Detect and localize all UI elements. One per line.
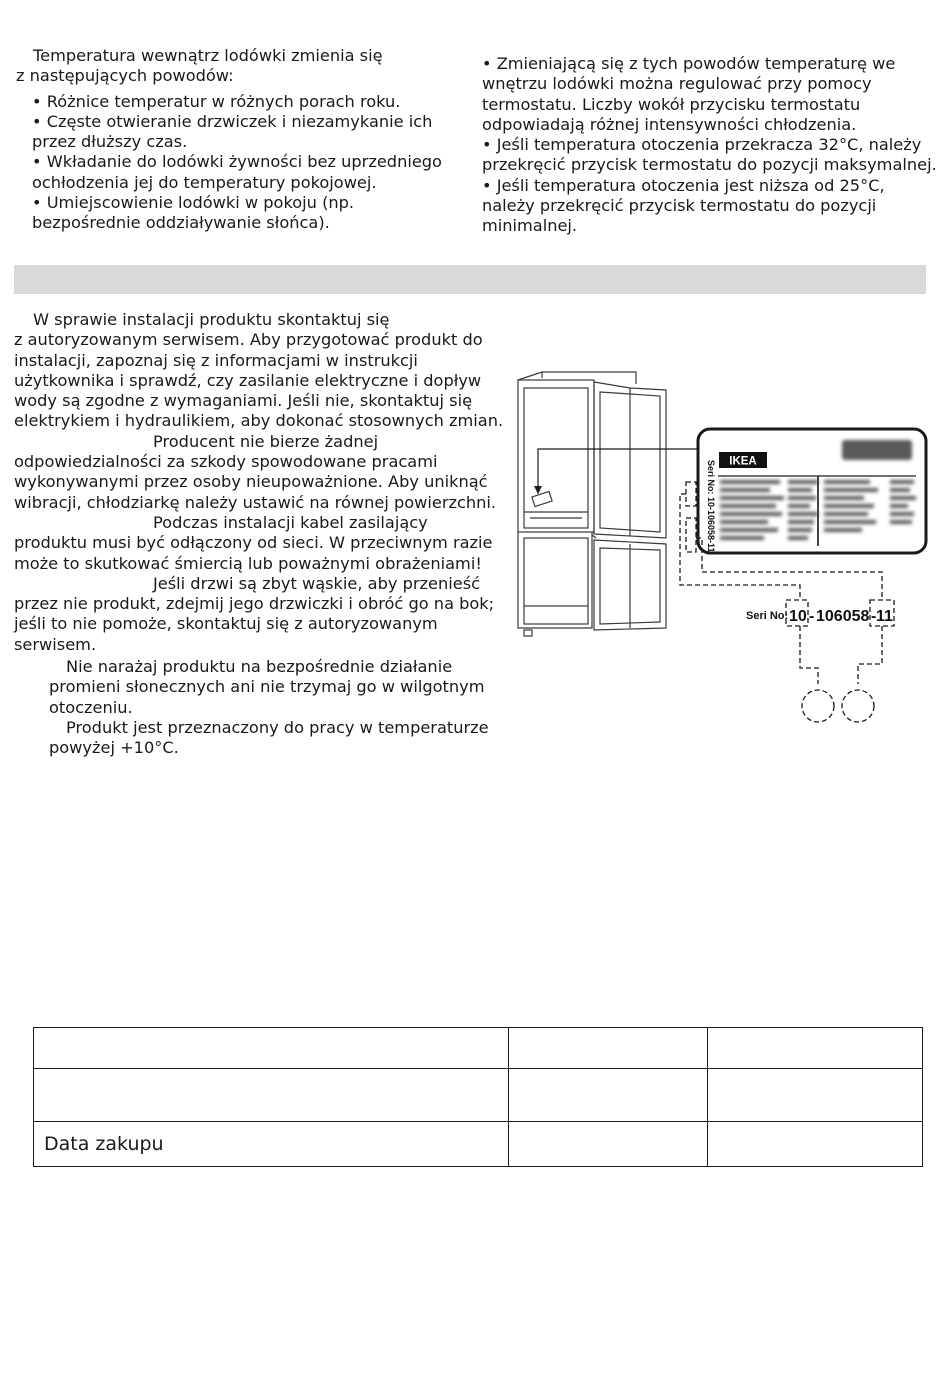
table-cell <box>708 1069 923 1122</box>
paragraph-line: wykonywanymi przez osoby nieupoważnione. Aby uniknąć <box>14 472 488 492</box>
paragraph-line: może to skutkować śmiercią lub poważnymi obrażeniami! <box>14 553 482 573</box>
thermostat-guidance-section <box>482 54 937 237</box>
paragraph-line: wnętrzu lodówki można regulować przy pomocy <box>482 74 872 94</box>
paragraph-line: odpowiadają różnej intensywności chłodzenia. <box>482 114 857 134</box>
svg-text:-: - <box>871 608 877 625</box>
paragraph-line: serwisem. <box>14 634 97 654</box>
list-item: • Wkładanie do lodówki żywności bez uprzedniego <box>32 152 442 172</box>
note-line: powyżej +10°C. <box>49 738 179 758</box>
paragraph-line: odpowiedzialności za szkody spowodowane pracami <box>14 452 438 472</box>
serial-part: 10 <box>789 608 807 625</box>
note-line: promieni słonecznych ani nie trzymaj go w wilgotnym <box>49 677 485 697</box>
paragraph-line: W sprawie instalacji produktu skontaktuj się <box>33 310 390 329</box>
table-cell <box>34 1028 509 1069</box>
paragraph-line: wody są zgodne z wymaganiami. Jeśli nie, skontaktuj się <box>14 391 473 411</box>
note-line: Produkt jest przeznaczony do pracy w temperaturze <box>66 717 489 737</box>
fridge-diagram <box>512 368 932 733</box>
rating-plate-figure <box>512 368 932 733</box>
paragraph-line: z autoryzowanym serwisem. Aby przygotować produkt do <box>14 330 483 350</box>
intro-line: z następujących powodów: <box>16 66 234 86</box>
list-item-continuation: ochłodzenia jej do temperatury pokojowej. <box>32 172 377 192</box>
paragraph-line: • Jeśli temperatura otoczenia jest niższa od 25°C, <box>482 175 885 195</box>
table-cell <box>509 1028 708 1069</box>
intro-line: Temperatura wewnątrz lodówki zmienia się <box>33 46 383 65</box>
paragraph-line: Podczas instalacji kabel zasilający <box>153 512 428 532</box>
paragraph-line: jeśli to nie pomoże, skontaktuj się z autoryzowanym <box>14 614 438 634</box>
purchase-date-label: Data zakupu <box>34 1122 509 1167</box>
installation-section <box>14 310 503 759</box>
table-row <box>34 1069 923 1122</box>
serial-label: Seri No: <box>746 610 789 622</box>
serial-number <box>746 608 893 625</box>
paragraph-line: • Zmieniającą się z tych powodów temperaturę we <box>482 54 896 73</box>
vertical-serial-number: Seri No: 10-106058-11 <box>706 460 716 553</box>
svg-text:IKEA: IKEA <box>729 455 757 468</box>
paragraph-line: Jeśli drzwi są zbyt wąskie, aby przenieść <box>153 573 481 593</box>
temperature-causes-section <box>16 46 442 234</box>
table-cell <box>509 1069 708 1122</box>
list-item: • Częste otwieranie drzwiczek i niezamykanie ich <box>32 111 433 131</box>
paragraph-line: przez nie produkt, zdejmij jego drzwiczki i obróć go na bok; <box>14 594 495 614</box>
paragraph-line: przekręcić przycisk termostatu do pozycji maksymalnej. <box>482 155 937 175</box>
table-cell <box>708 1122 923 1167</box>
list-item: • Różnice temperatur w różnych porach roku. <box>32 91 401 111</box>
table-cell <box>708 1028 923 1069</box>
list-item-continuation: przez dłuższy czas. <box>32 132 188 152</box>
fridge-illustration <box>518 372 666 636</box>
table-row <box>34 1122 923 1167</box>
paragraph-line: należy przekręcić przycisk termostatu do pozycji <box>482 196 877 216</box>
paragraph-line: elektrykiem i hydraulikiem, aby dokonać stosownych zmian. <box>14 411 504 431</box>
list-item: • Umiejscowienie lodówki w pokoju (np. <box>32 193 355 213</box>
serial-part: 11 <box>876 608 893 625</box>
table-cell <box>509 1122 708 1167</box>
note-line: Nie narażaj produktu na bezpośrednie działanie <box>66 657 453 677</box>
paragraph-line: instalacji, zapoznaj się z informacjami w instrukcji <box>14 350 418 370</box>
paragraph-line: • Jeśli temperatura otoczenia przekracza 32°C, należy <box>482 135 922 155</box>
causes-list <box>16 92 442 234</box>
svg-text:-: - <box>809 608 815 625</box>
paragraph-line: wibracji, chłodziarkę należy ustawić na równej powierzchni. <box>14 492 497 512</box>
note-line: otoczeniu. <box>49 697 133 717</box>
paragraph-line: minimalnej. <box>482 216 578 236</box>
section-heading-band <box>14 265 926 294</box>
ikea-logo <box>719 452 767 468</box>
paragraph-line: produktu musi być odłączony od sieci. W przeciwnym razie <box>14 533 493 553</box>
table-row <box>34 1028 923 1069</box>
purchase-info-table <box>33 1027 923 1167</box>
paragraph-line: termostatu. Liczby wokół przycisku termostatu <box>482 94 861 114</box>
installation-notes <box>14 657 503 758</box>
table-cell <box>34 1069 509 1122</box>
paragraph-line: Producent nie bierze żadnej <box>153 431 379 451</box>
serial-part: 106058 <box>816 608 870 625</box>
list-item-continuation: bezpośrednie oddziaływanie słońca). <box>32 213 330 233</box>
paragraph-line: użytkownika i sprawdź, czy zasilanie elektryczne i dopływ <box>14 370 482 390</box>
